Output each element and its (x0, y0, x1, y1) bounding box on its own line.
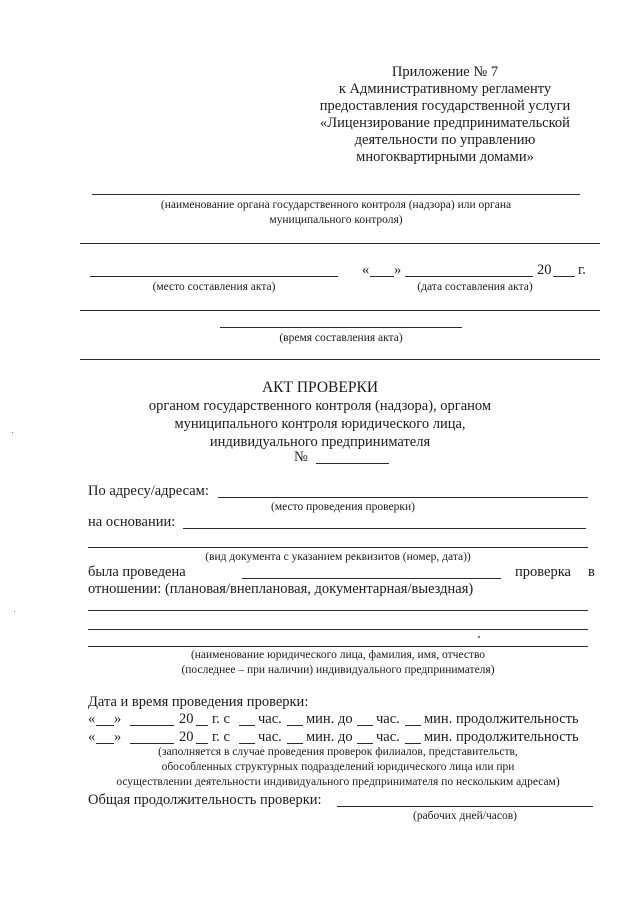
row-g-label: г. с (212, 711, 230, 727)
row-year: 20 (179, 729, 194, 745)
duration-label: Общая продолжительность проверки: (88, 792, 322, 808)
relation-label: отношении: (плановая/внеплановая, документарная/выездная) (88, 581, 474, 597)
row-day-line[interactable] (96, 725, 114, 726)
row-year-line[interactable] (196, 743, 208, 744)
row-month-line[interactable] (130, 743, 174, 744)
appendix-line: к Административному регламенту (338, 81, 552, 97)
basis-label: на основании: (88, 514, 176, 530)
row-day-line[interactable] (96, 743, 114, 744)
date-caption: (дата составления акта) (417, 281, 533, 293)
authority-caption-2: муниципального контроля) (269, 214, 403, 226)
row-min1-label: мин. до (306, 729, 353, 745)
date-month-line[interactable] (405, 276, 533, 277)
row-min2-label: мин. продолжительность (424, 729, 579, 745)
row-open-quote: « (88, 711, 96, 727)
in-label: в (588, 564, 595, 580)
place-caption: (место составления акта) (152, 281, 276, 293)
appendix-line: «Лицензирование предпринимательской (320, 115, 570, 131)
date-open-quote: « (362, 262, 370, 278)
entity-caption-1: (наименование юридического лица, фамилия, имя, отчество (190, 649, 486, 661)
basis-caption: (вид документа с указанием реквизитов (номер, дата)) (205, 551, 471, 563)
authority-line[interactable] (92, 194, 580, 195)
row-year-line[interactable] (196, 725, 208, 726)
appendix-line: многоквартирными домами» (356, 149, 534, 165)
scan-speck (14, 611, 15, 612)
time-line[interactable] (220, 327, 462, 328)
row-min2-label: мин. продолжительность (424, 711, 579, 727)
duration-caption: (рабочих дней/часов) (412, 810, 517, 822)
fill-note-2: обособленных структурных подразделений юридического лица или при (161, 761, 515, 773)
act-title-sub: органом государственного контроля (надзора), органом (148, 398, 492, 414)
row-hour2-line[interactable] (357, 743, 373, 744)
basis-line-2[interactable] (88, 547, 588, 548)
scan-speck (478, 636, 480, 638)
act-title-sub: индивидуального предпринимателя (209, 434, 431, 450)
conducted-label: была проведена (88, 564, 186, 580)
date-suffix: г. (578, 262, 586, 278)
row-hour1-label: час. (258, 729, 282, 745)
separator-line (80, 359, 600, 360)
duration-line[interactable] (337, 806, 593, 807)
row-year: 20 (179, 711, 194, 727)
date-day-line[interactable] (370, 276, 394, 277)
check-type-line[interactable] (242, 578, 501, 579)
row-open-quote: « (88, 729, 96, 745)
authority-line-2[interactable] (80, 243, 600, 244)
appendix-block (300, 64, 590, 166)
row-hour1-line[interactable] (239, 743, 255, 744)
entity-line[interactable] (88, 629, 588, 630)
appendix-line: деятельности по управлению (354, 132, 536, 148)
act-number-line[interactable] (316, 463, 389, 464)
row-close-quote: » (114, 711, 122, 727)
row-hour1-label: час. (258, 711, 282, 727)
check-label: проверка (515, 564, 571, 580)
appendix-line: Приложение № 7 (391, 64, 499, 80)
row-hour2-line[interactable] (357, 725, 373, 726)
row-min1-line[interactable] (287, 743, 303, 744)
address-caption: (место проведения проверки) (271, 501, 415, 513)
separator-line (80, 310, 600, 311)
row-min2-line[interactable] (405, 743, 421, 744)
row-close-quote: » (114, 729, 122, 745)
date-year-line[interactable] (553, 276, 575, 277)
appendix-line: предоставления государственной услуги (319, 98, 571, 114)
row-hour1-line[interactable] (239, 725, 255, 726)
date-close-quote: » (394, 262, 402, 278)
act-title-main: АКТ ПРОВЕРКИ (261, 379, 379, 396)
place-line[interactable] (90, 276, 338, 277)
act-number-label: № (294, 449, 308, 465)
act-title (60, 378, 580, 451)
entity-caption-2: (последнее – при наличии) индивидуального предпринимателя) (181, 664, 495, 676)
authority-caption-1: (наименование органа государственного контроля (надзора) или органа (160, 199, 512, 211)
row-min1-line[interactable] (287, 725, 303, 726)
address-line[interactable] (218, 497, 588, 498)
fill-note-3: осуществлении деятельности индивидуального предпринимателя по нескольким адресам) (116, 776, 560, 788)
row-min1-label: мин. до (306, 711, 353, 727)
scan-speck (12, 432, 13, 433)
row-month-line[interactable] (130, 725, 174, 726)
row-hour2-label: час. (376, 729, 400, 745)
row-min2-line[interactable] (405, 725, 421, 726)
entity-line[interactable] (88, 646, 588, 647)
datetime-heading: Дата и время проведения проверки: (88, 694, 309, 710)
row-g-label: г. с (212, 729, 230, 745)
time-caption: (время составления акта) (279, 332, 403, 344)
address-label: По адресу/адресам: (88, 483, 209, 499)
row-hour2-label: час. (376, 711, 400, 727)
act-title-sub: муниципального контроля юридического лица, (174, 416, 466, 432)
entity-line[interactable] (88, 610, 588, 611)
date-year: 20 (537, 262, 552, 278)
fill-note-1: (заполняется в случае проведения проверок филиалов, представительств, (158, 746, 518, 758)
basis-line[interactable] (183, 528, 586, 529)
